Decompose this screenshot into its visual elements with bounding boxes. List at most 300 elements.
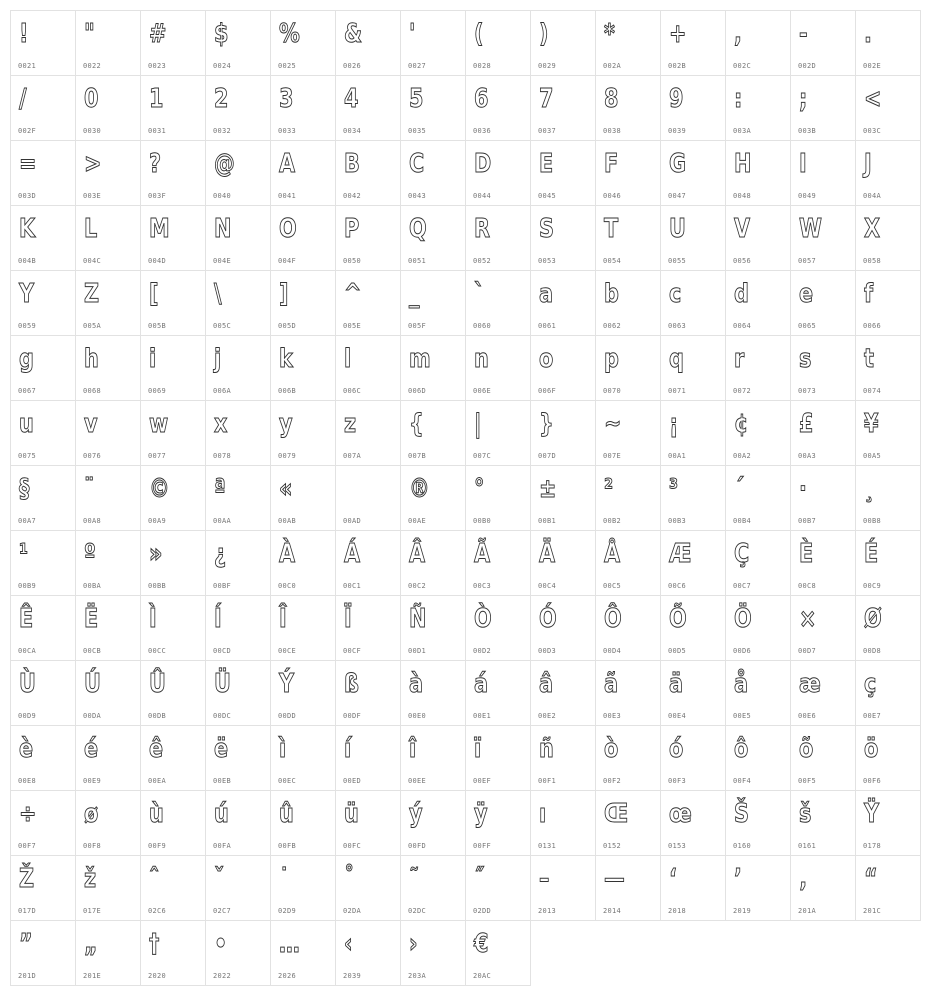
glyph-cell[interactable] xyxy=(726,141,791,206)
glyph-code-label: 00C3 xyxy=(473,582,492,590)
glyph-cell[interactable] xyxy=(466,76,531,141)
glyph-sample: f xyxy=(864,279,874,309)
glyph-cell[interactable] xyxy=(271,141,336,206)
glyph-cell[interactable] xyxy=(856,11,921,76)
glyph-code-label: 00A8 xyxy=(83,517,102,525)
glyph-code-label: 006D xyxy=(408,387,427,395)
glyph-code-label: 0066 xyxy=(863,322,882,330)
glyph-cell[interactable] xyxy=(336,271,401,336)
glyph-cell[interactable] xyxy=(401,596,466,661)
glyph-cell[interactable] xyxy=(11,466,76,531)
glyph-code-label: 00CB xyxy=(83,647,102,655)
glyph-cell[interactable] xyxy=(336,11,401,76)
glyph-code-label: 0050 xyxy=(343,257,362,265)
glyph-cell[interactable] xyxy=(596,271,661,336)
glyph-cell[interactable] xyxy=(76,271,141,336)
glyph-code-label: 0048 xyxy=(733,192,752,200)
glyph-sample: Ë xyxy=(84,604,99,634)
glyph-cell[interactable] xyxy=(791,76,856,141)
glyph-cell[interactable] xyxy=(661,726,726,791)
glyph-cell[interactable] xyxy=(76,726,141,791)
glyph-cell[interactable] xyxy=(206,11,271,76)
glyph-sample: Â xyxy=(409,539,426,569)
glyph-cell[interactable] xyxy=(336,466,401,531)
glyph-code-label: 20AC xyxy=(473,972,492,980)
glyph-sample: V xyxy=(734,214,751,244)
glyph-cell[interactable] xyxy=(11,11,76,76)
glyph-cell[interactable] xyxy=(726,11,791,76)
glyph-code-label: 003D xyxy=(18,192,37,200)
glyph-code-label: 0042 xyxy=(343,192,362,200)
glyph-cell[interactable] xyxy=(141,271,206,336)
glyph-cell[interactable] xyxy=(141,76,206,141)
glyph-code-label: 0153 xyxy=(668,842,687,850)
glyph-cell[interactable] xyxy=(726,76,791,141)
glyph-cell[interactable] xyxy=(791,661,856,726)
glyph-code-label: 0031 xyxy=(148,127,167,135)
glyph-code-label: 004B xyxy=(18,257,37,265)
glyph-sample: i xyxy=(149,344,157,374)
glyph-cell[interactable] xyxy=(856,76,921,141)
glyph-sample xyxy=(344,472,353,506)
glyph-cell[interactable] xyxy=(141,531,206,596)
glyph-cell[interactable] xyxy=(206,531,271,596)
glyph-cell[interactable] xyxy=(206,141,271,206)
glyph-sample: n xyxy=(474,344,489,374)
glyph-cell[interactable] xyxy=(76,401,141,466)
glyph-cell[interactable] xyxy=(401,141,466,206)
glyph-cell[interactable] xyxy=(531,856,596,921)
glyph-cell[interactable] xyxy=(271,336,336,401)
glyph-cell[interactable] xyxy=(336,856,401,921)
glyph-cell[interactable] xyxy=(726,466,791,531)
glyph-cell[interactable] xyxy=(11,596,76,661)
glyph-code-label: 0178 xyxy=(863,842,882,850)
glyph-cell[interactable] xyxy=(336,531,401,596)
glyph-cell[interactable] xyxy=(596,336,661,401)
glyph-code-label: 017D xyxy=(18,907,37,915)
glyph-code-label: 00D7 xyxy=(798,647,817,655)
glyph-sample: 1 xyxy=(149,84,164,114)
glyph-sample: — xyxy=(604,864,625,894)
glyph-cell[interactable] xyxy=(856,726,921,791)
glyph-cell[interactable] xyxy=(336,921,401,986)
glyph-sample: ù xyxy=(149,799,164,829)
glyph-cell[interactable] xyxy=(856,206,921,271)
glyph-sample: Ê xyxy=(19,604,34,634)
glyph-cell[interactable] xyxy=(531,336,596,401)
glyph-cell[interactable] xyxy=(661,271,726,336)
glyph-sample: ' xyxy=(409,19,416,49)
glyph-cell[interactable] xyxy=(531,531,596,596)
glyph-code-label: 005C xyxy=(213,322,232,330)
glyph-code-label: 00EC xyxy=(278,777,297,785)
glyph-cell[interactable] xyxy=(596,11,661,76)
glyph-cell[interactable] xyxy=(11,206,76,271)
glyph-cell[interactable] xyxy=(401,271,466,336)
glyph-code-label: 006A xyxy=(213,387,232,395)
glyph-cell[interactable] xyxy=(336,76,401,141)
glyph-cell[interactable] xyxy=(596,401,661,466)
glyph-code-label: 02D9 xyxy=(278,907,297,915)
glyph-cell[interactable] xyxy=(336,206,401,271)
glyph-cell[interactable] xyxy=(596,726,661,791)
glyph-cell[interactable] xyxy=(401,466,466,531)
glyph-cell[interactable] xyxy=(336,596,401,661)
glyph-cell[interactable] xyxy=(661,596,726,661)
glyph-cell[interactable] xyxy=(531,11,596,76)
glyph-cell[interactable] xyxy=(661,466,726,531)
glyph-cell[interactable] xyxy=(401,531,466,596)
glyph-cell[interactable] xyxy=(661,856,726,921)
glyph-cell[interactable] xyxy=(531,596,596,661)
glyph-code-label: 2039 xyxy=(343,972,362,980)
glyph-cell[interactable] xyxy=(11,661,76,726)
glyph-cell[interactable] xyxy=(401,76,466,141)
glyph-cell[interactable] xyxy=(791,596,856,661)
glyph-cell[interactable] xyxy=(11,271,76,336)
glyph-sample: I xyxy=(799,149,807,179)
glyph-cell[interactable] xyxy=(466,531,531,596)
glyph-cell[interactable] xyxy=(271,401,336,466)
glyph-cell[interactable] xyxy=(141,856,206,921)
glyph-sample: ï xyxy=(474,734,482,764)
glyph-sample: £ xyxy=(799,409,814,439)
glyph-cell[interactable] xyxy=(206,206,271,271)
glyph-code-label: 00F9 xyxy=(148,842,167,850)
glyph-cell[interactable] xyxy=(271,856,336,921)
glyph-cell[interactable] xyxy=(791,336,856,401)
glyph-cell[interactable] xyxy=(76,921,141,986)
glyph-cell[interactable] xyxy=(856,791,921,856)
glyph-cell[interactable] xyxy=(401,726,466,791)
glyph-cell[interactable] xyxy=(726,531,791,596)
glyph-code-label: 0063 xyxy=(668,322,687,330)
glyph-cell[interactable] xyxy=(141,791,206,856)
glyph-sample: ” xyxy=(19,929,33,959)
glyph-cell[interactable] xyxy=(76,531,141,596)
glyph-cell[interactable] xyxy=(791,726,856,791)
glyph-cell[interactable] xyxy=(661,661,726,726)
glyph-cell[interactable] xyxy=(76,661,141,726)
glyph-code-label: 00C2 xyxy=(408,582,427,590)
glyph-code-label: 0065 xyxy=(798,322,817,330)
glyph-cell[interactable] xyxy=(596,596,661,661)
glyph-cell[interactable] xyxy=(791,531,856,596)
glyph-cell[interactable] xyxy=(76,336,141,401)
glyph-cell[interactable] xyxy=(531,791,596,856)
glyph-sample: ¿ xyxy=(214,539,227,569)
glyph-sample: ž xyxy=(84,864,97,894)
glyph-cell[interactable] xyxy=(531,401,596,466)
glyph-code-label: 007D xyxy=(538,452,557,460)
glyph-cell[interactable] xyxy=(141,726,206,791)
glyph-cell[interactable] xyxy=(791,11,856,76)
glyph-code-label: 0067 xyxy=(18,387,37,395)
glyph-sample: J xyxy=(864,149,872,179)
glyph-cell[interactable] xyxy=(141,921,206,986)
glyph-cell[interactable] xyxy=(11,141,76,206)
glyph-cell[interactable] xyxy=(76,596,141,661)
glyph-cell[interactable] xyxy=(336,661,401,726)
glyph-cell[interactable] xyxy=(336,401,401,466)
glyph-cell[interactable] xyxy=(531,76,596,141)
glyph-code-label: 004C xyxy=(83,257,102,265)
glyph-code-label: 00A2 xyxy=(733,452,752,460)
glyph-cell[interactable] xyxy=(336,141,401,206)
glyph-sample: ì xyxy=(279,734,287,764)
glyph-cell[interactable] xyxy=(141,336,206,401)
glyph-cell[interactable] xyxy=(271,271,336,336)
glyph-cell[interactable] xyxy=(661,791,726,856)
glyph-cell[interactable] xyxy=(726,661,791,726)
glyph-cell[interactable] xyxy=(206,791,271,856)
glyph-cell[interactable] xyxy=(401,856,466,921)
glyph-sample: Ã xyxy=(474,539,491,569)
glyph-cell[interactable] xyxy=(466,466,531,531)
glyph-cell[interactable] xyxy=(856,661,921,726)
glyph-cell[interactable] xyxy=(726,206,791,271)
glyph-sample: # xyxy=(149,19,167,49)
glyph-cell[interactable] xyxy=(856,466,921,531)
glyph-cell[interactable] xyxy=(466,661,531,726)
glyph-code-label: 00C7 xyxy=(733,582,752,590)
glyph-cell[interactable] xyxy=(271,11,336,76)
glyph-code-label: 00DB xyxy=(148,712,167,720)
glyph-sample: â xyxy=(539,669,554,699)
glyph-code-label: 0160 xyxy=(733,842,752,850)
glyph-sample: ‚ xyxy=(799,864,807,894)
glyph-cell[interactable] xyxy=(466,401,531,466)
glyph-sample: î xyxy=(409,734,417,764)
glyph-cell[interactable] xyxy=(856,531,921,596)
glyph-cell[interactable] xyxy=(856,856,921,921)
glyph-cell[interactable] xyxy=(466,11,531,76)
glyph-code-label: 0072 xyxy=(733,387,752,395)
glyph-cell[interactable] xyxy=(531,141,596,206)
glyph-cell[interactable] xyxy=(206,271,271,336)
glyph-cell[interactable] xyxy=(791,271,856,336)
glyph-cell[interactable] xyxy=(661,401,726,466)
glyph-cell[interactable] xyxy=(596,791,661,856)
glyph-code-label: 00ED xyxy=(343,777,362,785)
glyph-cell[interactable] xyxy=(336,791,401,856)
glyph-sample: ² xyxy=(604,474,614,504)
glyph-cell[interactable] xyxy=(206,466,271,531)
glyph-cell[interactable] xyxy=(466,791,531,856)
glyph-cell[interactable] xyxy=(76,466,141,531)
glyph-cell[interactable] xyxy=(141,11,206,76)
glyph-cell[interactable] xyxy=(856,271,921,336)
glyph-cell[interactable] xyxy=(856,336,921,401)
glyph-cell[interactable] xyxy=(791,206,856,271)
glyph-code-label: 00CF xyxy=(343,647,362,655)
glyph-cell[interactable] xyxy=(791,466,856,531)
glyph-cell[interactable] xyxy=(271,726,336,791)
glyph-cell[interactable] xyxy=(401,921,466,986)
glyph-cell[interactable] xyxy=(791,141,856,206)
glyph-cell[interactable] xyxy=(596,856,661,921)
glyph-cell[interactable] xyxy=(76,11,141,76)
glyph-cell[interactable] xyxy=(661,11,726,76)
glyph-cell[interactable] xyxy=(596,76,661,141)
glyph-cell[interactable] xyxy=(531,206,596,271)
glyph-cell[interactable] xyxy=(11,856,76,921)
glyph-sample: l xyxy=(344,344,352,374)
glyph-cell[interactable] xyxy=(596,466,661,531)
glyph-cell[interactable] xyxy=(661,76,726,141)
glyph-cell[interactable] xyxy=(271,921,336,986)
glyph-cell[interactable] xyxy=(271,791,336,856)
glyph-cell[interactable] xyxy=(206,921,271,986)
glyph-sample: À xyxy=(279,539,296,569)
glyph-cell[interactable] xyxy=(466,921,531,986)
glyph-cell[interactable] xyxy=(206,336,271,401)
glyph-cell[interactable] xyxy=(11,336,76,401)
glyph-cell[interactable] xyxy=(11,531,76,596)
glyph-cell[interactable] xyxy=(531,466,596,531)
glyph-cell[interactable] xyxy=(141,661,206,726)
glyph-sample: ö xyxy=(864,734,879,764)
glyph-code-label: 02DC xyxy=(408,907,427,915)
glyph-cell[interactable] xyxy=(11,726,76,791)
glyph-cell[interactable] xyxy=(206,856,271,921)
glyph-cell[interactable] xyxy=(466,596,531,661)
glyph-cell[interactable] xyxy=(401,336,466,401)
glyph-cell[interactable] xyxy=(271,661,336,726)
glyph-cell[interactable] xyxy=(661,531,726,596)
glyph-code-label: 0038 xyxy=(603,127,622,135)
glyph-cell[interactable] xyxy=(401,791,466,856)
glyph-cell[interactable] xyxy=(76,206,141,271)
glyph-cell[interactable] xyxy=(271,466,336,531)
glyph-cell[interactable] xyxy=(206,596,271,661)
glyph-sample: E xyxy=(539,149,554,179)
glyph-sample: Z xyxy=(84,279,100,309)
glyph-cell[interactable] xyxy=(466,856,531,921)
glyph-sample: 7 xyxy=(539,84,554,114)
glyph-cell[interactable] xyxy=(726,726,791,791)
glyph-cell[interactable] xyxy=(596,206,661,271)
glyph-code-label: 0025 xyxy=(278,62,297,70)
glyph-sample: o xyxy=(539,344,554,374)
glyph-cell[interactable] xyxy=(791,791,856,856)
glyph-cell[interactable] xyxy=(271,206,336,271)
glyph-cell[interactable] xyxy=(401,11,466,76)
glyph-cell[interactable] xyxy=(11,76,76,141)
glyph-cell[interactable] xyxy=(791,856,856,921)
glyph-cell[interactable] xyxy=(726,791,791,856)
glyph-cell[interactable] xyxy=(141,206,206,271)
glyph-code-label: 004F xyxy=(278,257,297,265)
glyph-cell[interactable] xyxy=(206,76,271,141)
glyph-cell[interactable] xyxy=(206,401,271,466)
glyph-cell[interactable] xyxy=(726,271,791,336)
glyph-cell[interactable] xyxy=(726,401,791,466)
glyph-cell[interactable] xyxy=(11,791,76,856)
glyph-code-label: 2014 xyxy=(603,907,622,915)
glyph-cell[interactable] xyxy=(856,141,921,206)
glyph-sample: ! xyxy=(19,19,29,49)
glyph-cell[interactable] xyxy=(401,206,466,271)
glyph-code-label: 00D5 xyxy=(668,647,687,655)
glyph-cell[interactable] xyxy=(11,921,76,986)
glyph-cell[interactable] xyxy=(76,76,141,141)
glyph-sample: Í xyxy=(214,604,222,634)
glyph-cell[interactable] xyxy=(141,401,206,466)
glyph-code-label: 0077 xyxy=(148,452,167,460)
glyph-sample: C xyxy=(409,149,425,179)
glyph-cell[interactable] xyxy=(661,206,726,271)
glyph-cell[interactable] xyxy=(336,336,401,401)
glyph-cell[interactable] xyxy=(596,661,661,726)
glyph-cell[interactable] xyxy=(76,856,141,921)
glyph-cell[interactable] xyxy=(661,141,726,206)
glyph-cell[interactable] xyxy=(531,271,596,336)
glyph-cell[interactable] xyxy=(76,141,141,206)
glyph-cell[interactable] xyxy=(401,661,466,726)
glyph-cell[interactable] xyxy=(141,466,206,531)
glyph-cell[interactable] xyxy=(661,336,726,401)
glyph-cell[interactable] xyxy=(11,401,76,466)
glyph-cell[interactable] xyxy=(856,596,921,661)
glyph-cell[interactable] xyxy=(466,271,531,336)
glyph-cell[interactable] xyxy=(466,141,531,206)
glyph-cell[interactable] xyxy=(791,401,856,466)
glyph-sample: / xyxy=(19,84,27,114)
glyph-cell[interactable] xyxy=(76,791,141,856)
glyph-cell[interactable] xyxy=(466,206,531,271)
glyph-cell[interactable] xyxy=(271,76,336,141)
glyph-cell[interactable] xyxy=(596,531,661,596)
glyph-cell[interactable] xyxy=(271,596,336,661)
glyph-sample: + xyxy=(669,19,687,49)
glyph-sample: ò xyxy=(604,734,619,764)
glyph-code-label: 00B2 xyxy=(603,517,622,525)
glyph-sample: „ xyxy=(84,929,98,959)
glyph-cell[interactable] xyxy=(531,726,596,791)
glyph-cell[interactable] xyxy=(726,856,791,921)
glyph-cell[interactable] xyxy=(466,726,531,791)
glyph-cell[interactable] xyxy=(531,661,596,726)
glyph-grid xyxy=(10,10,921,986)
glyph-cell[interactable] xyxy=(271,531,336,596)
glyph-cell[interactable] xyxy=(206,661,271,726)
glyph-sample: , xyxy=(734,19,742,49)
glyph-cell[interactable] xyxy=(401,401,466,466)
glyph-code-label: 00CA xyxy=(18,647,37,655)
glyph-sample: ÷ xyxy=(19,799,37,829)
glyph-cell[interactable] xyxy=(726,596,791,661)
glyph-sample: U xyxy=(669,214,686,244)
glyph-sample: ) xyxy=(539,19,549,49)
glyph-cell[interactable] xyxy=(856,401,921,466)
glyph-cell[interactable] xyxy=(141,141,206,206)
glyph-code-label: 00FB xyxy=(278,842,297,850)
glyph-code-label: 003E xyxy=(83,192,102,200)
glyph-code-label: 00FF xyxy=(473,842,492,850)
glyph-code-label: 0064 xyxy=(733,322,752,330)
glyph-cell[interactable] xyxy=(336,726,401,791)
glyph-sample: © xyxy=(149,474,170,504)
glyph-sample: O xyxy=(279,214,297,244)
glyph-cell[interactable] xyxy=(726,336,791,401)
glyph-cell[interactable] xyxy=(141,596,206,661)
glyph-cell[interactable] xyxy=(466,336,531,401)
glyph-cell[interactable] xyxy=(206,726,271,791)
glyph-sample: ¡ xyxy=(669,409,679,439)
glyph-cell[interactable] xyxy=(596,141,661,206)
